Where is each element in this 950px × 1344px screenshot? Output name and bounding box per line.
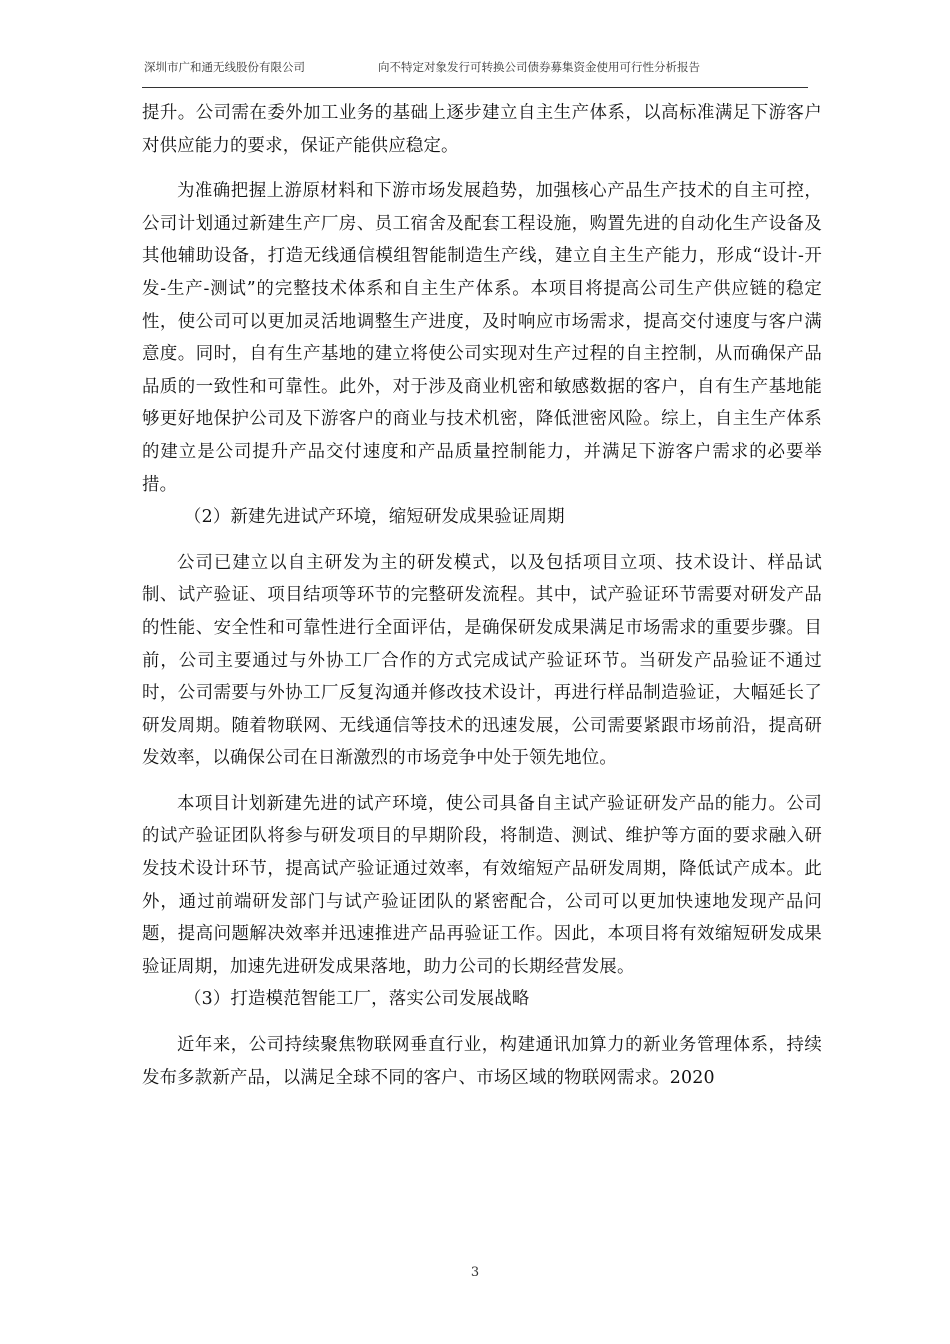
section-heading-2: （2）新建先进试产环境，缩短研发成果验证周期: [184, 507, 565, 528]
page-header: [142, 57, 808, 88]
header-company-name: 深圳市广和通无线股份有限公司: [144, 60, 305, 74]
paragraph-rd-process: 公司已建立以自主研发为主的研发模式，以及包括项目立项、技术设计、样品试制、试产验证、项目结项等环节的完整研发流程。其中，试产验证环节需要对研发产品的性能、安全性和可靠性进行全面评估，是确保研发成果满足市场需求的重要步骤。目前，公司主要通过与外协工厂合作的方式完成试产验证环节。当研发产品验证不通过时，公司需要与外协工厂反复沟通并修改技术设计，再进行样品制造验证，大幅延长了研发周期。随着物联网、无线通信等技术的迅速发展，公司需要紧跟市场前沿，提高研发效率，以确保公司在日渐激烈的市场竞争中处于领先地位。: [142, 552, 822, 769]
paragraph-self-production: 为准确把握上游原材料和下游市场发展趋势，加强核心产品生产技术的自主可控，公司计划通过新建生产厂房、员工宿舍及配套工程设施，购置先进的自动化生产设备及其他辅助设备，打造无线通信模组智能制造生产线，建立自主生产能力，形成“设计-开发-生产-测试”的完整技术体系和自主生产体系。本项目将提高公司生产供应链的稳定性，使公司可以更加灵活地调整生产进度，及时响应市场需求，提高交付速度与客户满意度。同时，自有生产基地的建立将使公司实现对生产过程的自主控制，从而确保产品品质的一致性和可靠性。此外，对于涉及商业机密和敏感数据的客户，自有生产基地能够更好地保护公司及下游客户的商业与技术机密，降低泄密风险。综上，自主生产体系的建立是公司提升产品交付速度和产品质量控制能力，并满足下游客户需求的必要举措。: [142, 181, 822, 495]
section-heading-3: （3）打造模范智能工厂，落实公司发展战略: [184, 989, 530, 1010]
header-report-title: 向不特定对象发行可转换公司债券募集资金使用可行性分析报告: [378, 60, 700, 74]
document-body: [142, 97, 822, 1094]
page-number: 3: [470, 1265, 480, 1280]
paragraph-iot-strategy: 近年来，公司持续聚焦物联网垂直行业，构建通讯加算力的新业务管理体系，持续发布多款新产品，以满足全球不同的客户、市场区域的物联网需求。2020: [142, 1035, 822, 1088]
paragraph-trial-production: 本项目计划新建先进的试产环境，使公司具备自主试产验证研发产品的能力。公司的试产验证团队将参与研发项目的早期阶段，将制造、测试、维护等方面的要求融入研发技术设计环节，提高试产验证通过效率，有效缩短产品研发周期，降低试产成本。此外，通过前端研发部门与试产验证团队的紧密配合，公司可以更加快速地发现产品问题，提高问题解决效率并迅速推进产品再验证工作。因此，本项目将有效缩短研发成果验证周期，加速先进研发成果落地，助力公司的长期经营发展。: [142, 793, 822, 977]
paragraph-continued: 提升。公司需在委外加工业务的基础上逐步建立自主生产体系，以高标准满足下游客户对供应能力的要求，保证产能供应稳定。: [142, 103, 822, 156]
